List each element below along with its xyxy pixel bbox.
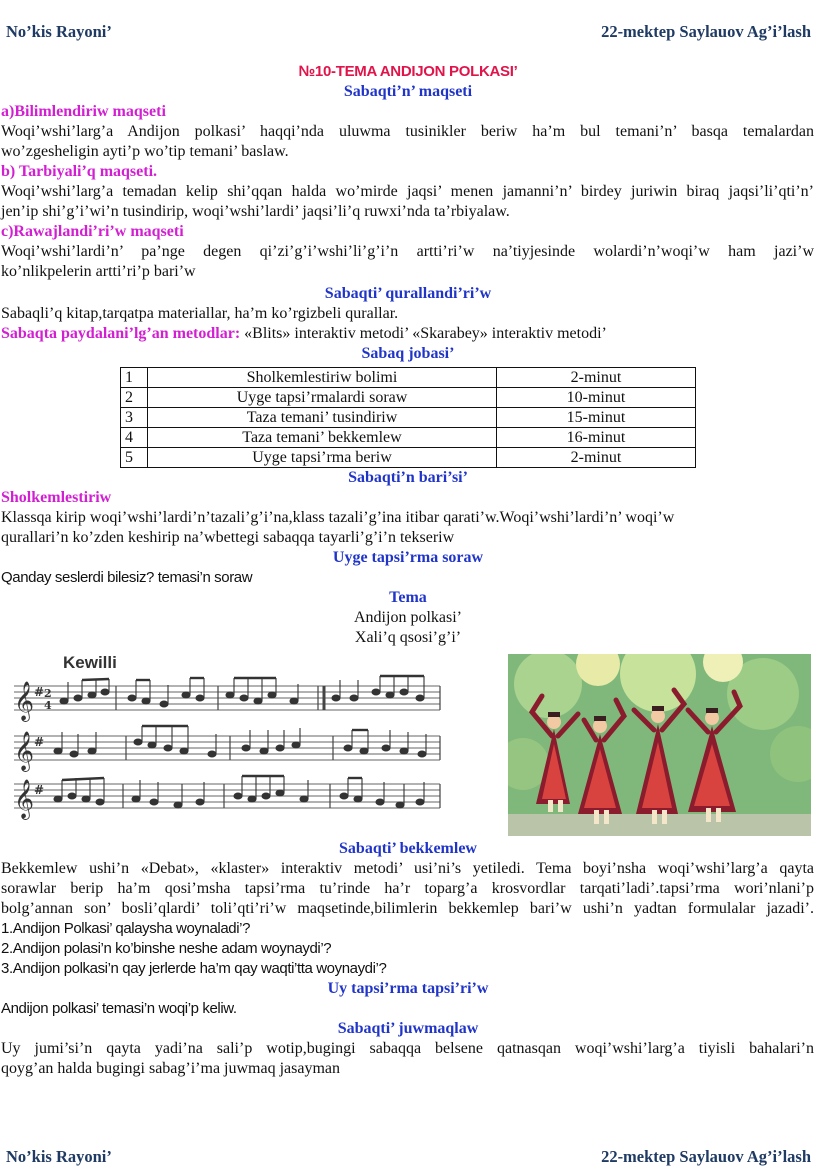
methods-text: «Blits» interaktiv metodi’ «Skarabey» interaktiv metodi’ bbox=[240, 325, 607, 342]
row-stage: Taza temani’ tusindiriw bbox=[148, 408, 497, 428]
row-number: 3 bbox=[121, 408, 148, 428]
summary-line2: qoyg’an halda bugingi sabag’i’ma juwmaq jasayman bbox=[1, 1060, 341, 1077]
table-row bbox=[121, 448, 696, 468]
methods-label: Sabaqta paydalani’lg’an metodlar: bbox=[1, 325, 241, 342]
svg-text:#: # bbox=[34, 685, 45, 699]
row-number: 5 bbox=[121, 448, 148, 468]
svg-text:#: # bbox=[34, 783, 45, 797]
page-header bbox=[0, 22, 816, 48]
goal-a-line1: Woqi’wshi’larg’a Andijon polkasi’ haqqi’nda uluwma tusinikler beriw ha’m bul temani’n’ basqa temalardan bbox=[1, 123, 814, 140]
goal-c-line2: ko’nlikpelerin artti’ri’p bari’w bbox=[1, 263, 196, 280]
equipment-text: Sabaqli’q kitap,tarqatpa materiallar, ha’m ko’rgizbeli qurallar. bbox=[1, 305, 399, 322]
row-time: 16-minut bbox=[497, 428, 696, 448]
table-row bbox=[121, 408, 696, 428]
question-3: 3.Andijon polkasi’n qay jerlerde ha’m qay waqti’tta woynaydi’? bbox=[1, 960, 387, 977]
row-stage: Taza temani’ bekkemlew bbox=[148, 428, 497, 448]
lesson-title: №10-TEMA ANDIJON POLKASI’ bbox=[298, 63, 518, 80]
reinforce-heading: Sabaqti’ bekkemlew bbox=[339, 840, 477, 857]
svg-text:4: 4 bbox=[44, 699, 52, 712]
topic-heading: Tema bbox=[389, 589, 427, 606]
sheet-music-title: Kewilli bbox=[63, 653, 117, 672]
illustrations bbox=[0, 652, 816, 839]
goal-a-label: a)Bilimlendiriw maqseti bbox=[1, 103, 166, 120]
sheet-music-image bbox=[8, 652, 455, 839]
svg-text:𝄞: 𝄞 bbox=[14, 731, 35, 771]
row-stage: Uyge tapsi’rma beriw bbox=[148, 448, 497, 468]
goal-b-label: b) Tarbiyali’q maqseti. bbox=[1, 163, 158, 180]
homework-heading: Uy tapsi’rma tapsi’ri’w bbox=[327, 980, 489, 997]
goal-a-line2: wo’zgesheligin ayti’p wo’tip temani’ baslaw. bbox=[1, 143, 289, 160]
process-heading: Sabaqti’n bari’si’ bbox=[348, 469, 468, 486]
equipment-heading: Sabaqti’ qurallandi’ri’w bbox=[324, 285, 492, 302]
goal-b-line1: Woqi’wshi’larg’a temadan kelip shi’qqan halda wo’mirde jaqsi’ menen jamanni’n’ birdey juriwin biraq jaqsi’li’qti’n’ bbox=[1, 183, 814, 200]
row-time: 15-minut bbox=[497, 408, 696, 428]
org-line1: Klassqa kirip woqi’wshi’lardi’n’tazali’g’i’na,klass tazali’g’ina itibar qarati’w.Woqi’wshi’lardi’n’ woqi’w bbox=[1, 509, 675, 526]
methods-line bbox=[0, 324, 816, 344]
reinforce-line1: Bekkemlew ushi’n «Debat», «klaster» interaktiv metodi’ usi’ni’s yetiledi. Tema boyi’nsha woqi’wshi’larg’a qayta bbox=[1, 860, 814, 877]
goal-b-line2: jen’ip shi’g’i’wi’n tusindirip, woqi’wshi’lardi’ jaqsi’li’q ruwxi’nda ta’rbiyalaw. bbox=[1, 203, 510, 220]
row-number: 1 bbox=[121, 368, 148, 388]
row-time: 10-minut bbox=[497, 388, 696, 408]
dance-photo-image bbox=[508, 654, 811, 836]
header-left: No’kis Rayoni’ bbox=[6, 22, 112, 41]
reinforce-line2: sorawlar berip ha’m qosi’msha tapsi’rma tu’rinde ha’r toparg’a krosvordlar tarqati’ladi’.tapsi’rma wori’nlani’p bbox=[1, 880, 814, 897]
org-line2: qurallari’n ko’zden keshirip na’wbettegi sabaqqa tayarli’g’i’n tekseriw bbox=[1, 529, 455, 546]
row-time: 2-minut bbox=[497, 368, 696, 388]
plan-heading: Sabaq jobasi’ bbox=[361, 345, 455, 362]
footer-right: 22-mektep Saylauov Ag’i’lash bbox=[601, 1147, 811, 1166]
homework-check-text: Qanday seslerdi bilesiz? temasi’n soraw bbox=[1, 569, 253, 586]
svg-text:#: # bbox=[34, 735, 45, 749]
table-row bbox=[121, 428, 696, 448]
svg-text:𝄞: 𝄞 bbox=[14, 681, 35, 721]
lesson-plan-table bbox=[120, 367, 696, 468]
svg-text:𝄞: 𝄞 bbox=[14, 779, 35, 819]
header-right: 22-mektep Saylauov Ag’i’lash bbox=[601, 22, 811, 41]
homework-text: Andijon polkasi’ temasi’n woqi’p keliw. bbox=[1, 1000, 237, 1017]
question-2: 2.Andijon polasi’n ko’binshe neshe adam woynaydi’? bbox=[1, 940, 332, 957]
topic-line1: Andijon polkasi’ bbox=[354, 609, 462, 626]
org-label: Sholkemlestiriw bbox=[1, 489, 112, 506]
row-number: 4 bbox=[121, 428, 148, 448]
table-row bbox=[121, 388, 696, 408]
row-stage: Uyge tapsi’rmalardi soraw bbox=[148, 388, 497, 408]
topic-line2: Xali’q qsosi’g’i’ bbox=[354, 629, 462, 646]
homework-check-heading: Uyge tapsi’rma soraw bbox=[332, 549, 484, 566]
footer-left: No’kis Rayoni’ bbox=[6, 1147, 112, 1166]
summary-line1: Uy jumi’si’n qayta yadi’na sali’p wotip,bugingi sabaqqa belsene qatnasqan woqi’wshi’larg’a tiyisli bahalari’n bbox=[1, 1040, 814, 1057]
summary-heading: Sabaqti’ juwmaqlaw bbox=[337, 1020, 479, 1037]
row-time: 2-minut bbox=[497, 448, 696, 468]
document-body bbox=[0, 62, 816, 1079]
table-row bbox=[121, 368, 696, 388]
page-footer bbox=[0, 1147, 816, 1173]
row-number: 2 bbox=[121, 388, 148, 408]
row-stage: Sholkemlestiriw bolimi bbox=[148, 368, 497, 388]
goals-heading: Sabaqti’n’ maqseti bbox=[343, 83, 473, 100]
question-1: 1.Andijon Polkasi’ qalaysha woynaladi’? bbox=[1, 920, 251, 937]
reinforce-line3: bolg’annan son’ bosli’qlardi’ toli’qti’ri’w maqsetinde,bilimlerin bekkemlep bari’w ushi’n yadtan formulalar jazadi’. bbox=[1, 900, 814, 917]
goal-c-line1: Woqi’wshi’lardi’n’ pa’nge degen qi’zi’g’i’wshi’li’g’i’n artti’ri’w na’tiyjesinde wolardi’n’woqi’w ham jazi’w bbox=[1, 243, 814, 260]
svg-text:2: 2 bbox=[44, 687, 52, 700]
goal-c-label: c)Rawajlandi’ri’w maqseti bbox=[1, 223, 184, 240]
